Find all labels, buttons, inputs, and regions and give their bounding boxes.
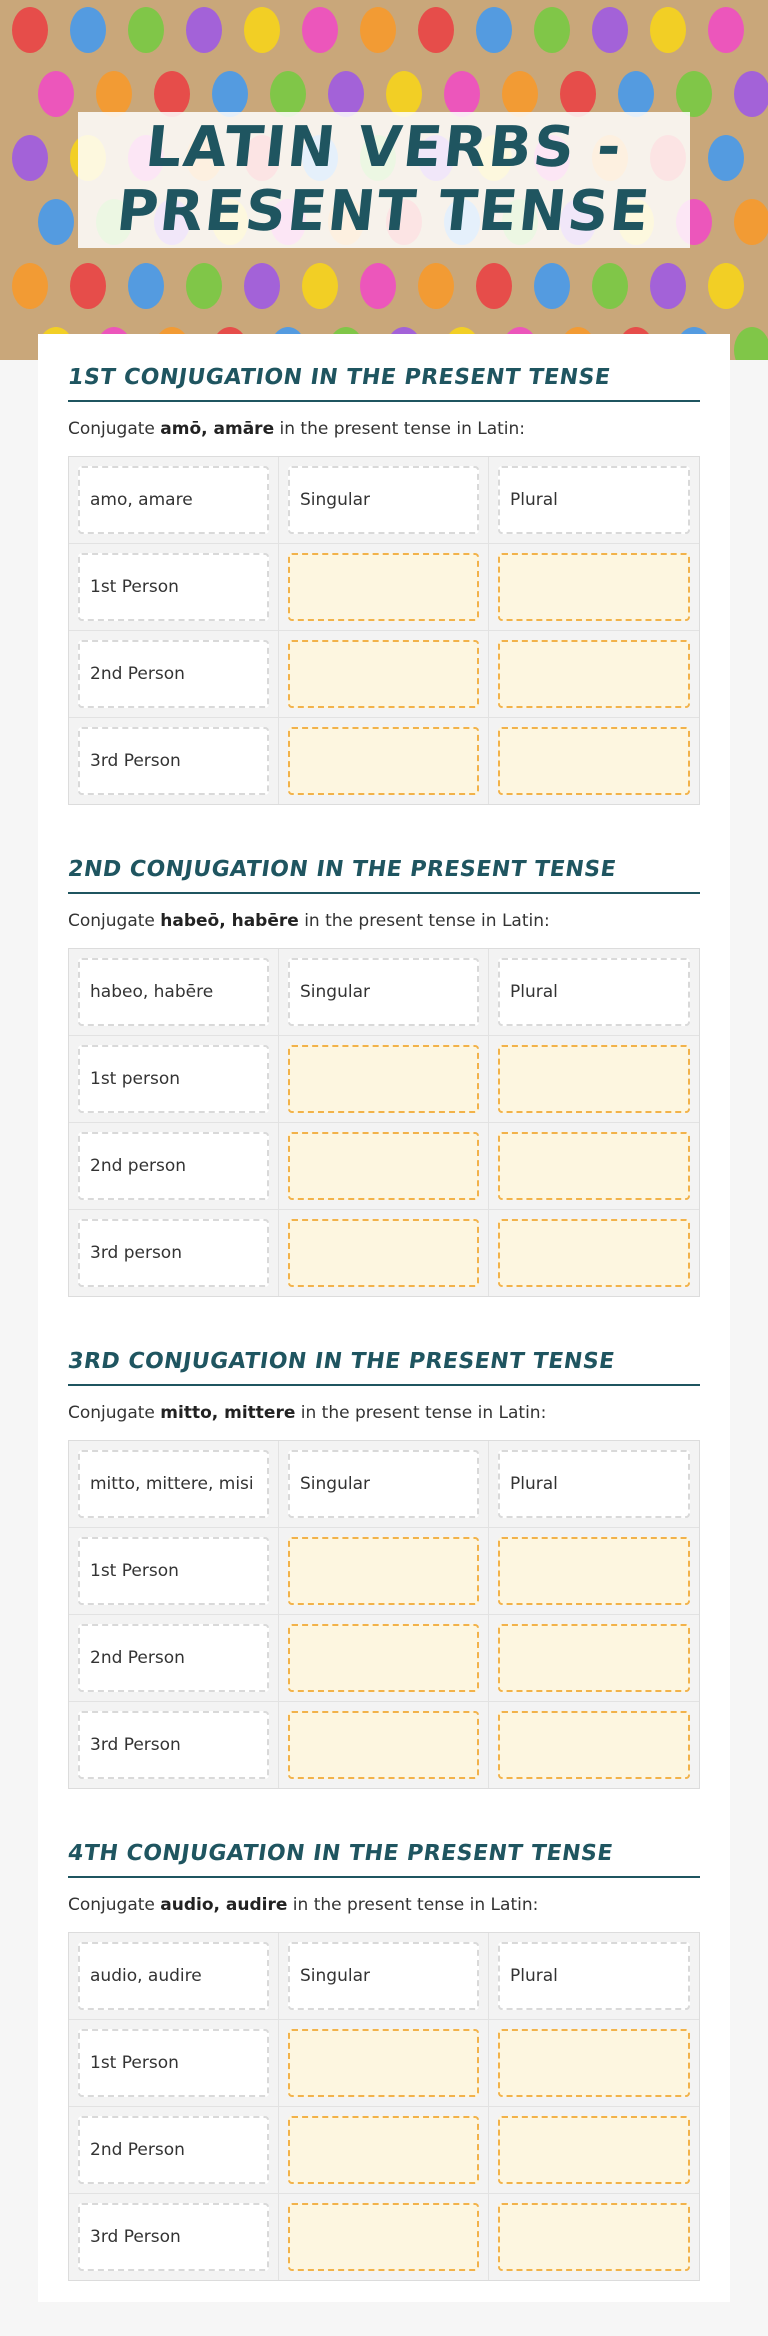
table-header-row (69, 1933, 699, 2020)
decorative-dot (128, 7, 164, 53)
plural-header: Plural (498, 1450, 690, 1518)
answer-field-singular[interactable] (288, 1537, 479, 1605)
answer-field-plural[interactable] (498, 2029, 690, 2097)
decorative-dot (212, 71, 248, 117)
singular-header: Singular (288, 466, 479, 534)
table-row (69, 1702, 699, 1788)
title-card (78, 112, 690, 248)
answer-field-singular[interactable] (288, 2116, 479, 2184)
conjugation-table (68, 948, 700, 1297)
plural-header: Plural (498, 958, 690, 1026)
conjugation-table (68, 1932, 700, 2281)
section-divider (68, 1384, 700, 1386)
section-heading: 1ST CONJUGATION IN THE PRESENT TENSE (66, 365, 613, 390)
instruction-prefix: Conjugate (68, 1403, 161, 1423)
answer-field-singular[interactable] (288, 1624, 479, 1692)
person-label: 3rd person (78, 1219, 269, 1287)
decorative-dot (650, 263, 686, 309)
decorative-dot (12, 7, 48, 53)
decorative-dot (534, 263, 570, 309)
decorative-dot (708, 263, 744, 309)
section-4th-conjugation (68, 1836, 700, 2281)
answer-field-singular[interactable] (288, 553, 479, 621)
decorative-dot (128, 263, 164, 309)
answer-field-plural[interactable] (498, 2116, 690, 2184)
instruction (68, 416, 700, 442)
person-label: 3rd Person (78, 1711, 269, 1779)
decorative-dot (70, 263, 106, 309)
decorative-dot (154, 71, 190, 117)
person-label: 3rd Person (78, 727, 269, 795)
answer-field-plural[interactable] (498, 1219, 690, 1287)
table-row (69, 544, 699, 631)
verb-label: habeo, habēre (78, 958, 269, 1026)
verb-label: mitto, mittere, misi (78, 1450, 269, 1518)
table-row (69, 1210, 699, 1296)
header-banner (0, 0, 768, 360)
instruction (68, 908, 700, 934)
answer-field-singular[interactable] (288, 1711, 479, 1779)
decorative-dot (534, 7, 570, 53)
conjugation-table (68, 456, 700, 805)
table-row (69, 718, 699, 804)
decorative-dot (708, 135, 744, 181)
decorative-dot (360, 7, 396, 53)
singular-header: Singular (288, 1942, 479, 2010)
verb-label: audio, audire (78, 1942, 269, 2010)
singular-header: Singular (288, 958, 479, 1026)
decorative-dot (328, 71, 364, 117)
table-row (69, 2107, 699, 2194)
decorative-dot (734, 199, 768, 245)
decorative-dot (12, 263, 48, 309)
worksheet (38, 334, 730, 2302)
decorative-dot (650, 7, 686, 53)
decorative-dot (418, 263, 454, 309)
instruction-suffix: in the present tense in Latin: (298, 911, 550, 931)
instruction-verb: mitto, mittere (160, 1403, 296, 1423)
section-3rd-conjugation (68, 1344, 700, 1789)
decorative-dot (244, 7, 280, 53)
instruction (68, 1400, 700, 1426)
person-label: 2nd person (78, 1132, 269, 1200)
decorative-dot (560, 71, 596, 117)
decorative-dot (12, 135, 48, 181)
person-label: 2nd Person (78, 1624, 269, 1692)
decorative-dot (444, 71, 480, 117)
singular-header: Singular (288, 1450, 479, 1518)
decorative-dot (302, 263, 338, 309)
person-label: 3rd Person (78, 2203, 269, 2271)
answer-field-plural[interactable] (498, 553, 690, 621)
instruction-prefix: Conjugate (68, 1895, 161, 1915)
section-1st-conjugation (68, 360, 700, 805)
decorative-dot (592, 263, 628, 309)
person-label: 2nd Person (78, 640, 269, 708)
decorative-dot (270, 71, 306, 117)
table-row (69, 1615, 699, 1702)
answer-field-plural[interactable] (498, 1624, 690, 1692)
page-title-line-2: PRESENT TENSE (113, 179, 655, 244)
conjugation-table (68, 1440, 700, 1789)
decorative-dot (708, 7, 744, 53)
person-label: 1st Person (78, 2029, 269, 2097)
plural-header: Plural (498, 1942, 690, 2010)
answer-field-plural[interactable] (498, 727, 690, 795)
section-divider (68, 892, 700, 894)
decorative-dot (244, 263, 280, 309)
decorative-dot (70, 7, 106, 53)
decorative-dot (618, 71, 654, 117)
plural-header: Plural (498, 466, 690, 534)
page-title-line-1: LATIN VERBS - (142, 115, 626, 180)
answer-field-singular[interactable] (288, 1045, 479, 1113)
table-row (69, 631, 699, 718)
instruction-verb: amō, amāre (160, 419, 275, 439)
decorative-dot (476, 7, 512, 53)
section-divider (68, 1876, 700, 1878)
decorative-dot (96, 71, 132, 117)
answer-field-plural[interactable] (498, 2203, 690, 2271)
decorative-dot (502, 71, 538, 117)
decorative-dot (676, 71, 712, 117)
decorative-dot (302, 7, 338, 53)
table-row (69, 1036, 699, 1123)
instruction (68, 1892, 700, 1918)
table-row (69, 1123, 699, 1210)
verb-label: amo, amare (78, 466, 269, 534)
person-label: 1st Person (78, 1537, 269, 1605)
table-row (69, 1528, 699, 1615)
decorative-dot (186, 263, 222, 309)
section-2nd-conjugation (68, 852, 700, 1297)
decorative-dot (476, 263, 512, 309)
table-header-row (69, 1441, 699, 1528)
decorative-dot (592, 7, 628, 53)
table-row (69, 2194, 699, 2280)
answer-field-plural[interactable] (498, 1711, 690, 1779)
decorative-dot (734, 327, 768, 360)
person-label: 2nd Person (78, 2116, 269, 2184)
instruction-suffix: in the present tense in Latin: (295, 1403, 547, 1423)
instruction-prefix: Conjugate (68, 911, 161, 931)
decorative-dot (38, 71, 74, 117)
person-label: 1st Person (78, 553, 269, 621)
decorative-dot (360, 263, 396, 309)
decorative-dot (734, 71, 768, 117)
table-row (69, 2020, 699, 2107)
answer-field-singular[interactable] (288, 2203, 479, 2271)
section-divider (68, 400, 700, 402)
answer-field-singular[interactable] (288, 727, 479, 795)
answer-field-plural[interactable] (498, 1132, 690, 1200)
answer-field-plural[interactable] (498, 640, 690, 708)
decorative-dot (186, 7, 222, 53)
instruction-prefix: Conjugate (68, 419, 161, 439)
answer-field-singular[interactable] (288, 1219, 479, 1287)
section-heading: 2ND CONJUGATION IN THE PRESENT TENSE (66, 857, 618, 882)
answer-field-singular[interactable] (288, 1132, 479, 1200)
instruction-suffix: in the present tense in Latin: (274, 419, 526, 439)
answer-field-plural[interactable] (498, 1045, 690, 1113)
answer-field-singular[interactable] (288, 640, 479, 708)
decorative-dot (418, 7, 454, 53)
decorative-dot (386, 71, 422, 117)
instruction-verb: habeō, habēre (160, 911, 299, 931)
section-heading: 4TH CONJUGATION IN THE PRESENT TENSE (66, 1841, 615, 1866)
section-heading: 3RD CONJUGATION IN THE PRESENT TENSE (66, 1349, 617, 1374)
answer-field-singular[interactable] (288, 2029, 479, 2097)
decorative-dot (38, 199, 74, 245)
answer-field-plural[interactable] (498, 1537, 690, 1605)
table-header-row (69, 949, 699, 1036)
person-label: 1st person (78, 1045, 269, 1113)
table-header-row (69, 457, 699, 544)
instruction-suffix: in the present tense in Latin: (287, 1895, 539, 1915)
instruction-verb: audio, audire (160, 1895, 288, 1915)
